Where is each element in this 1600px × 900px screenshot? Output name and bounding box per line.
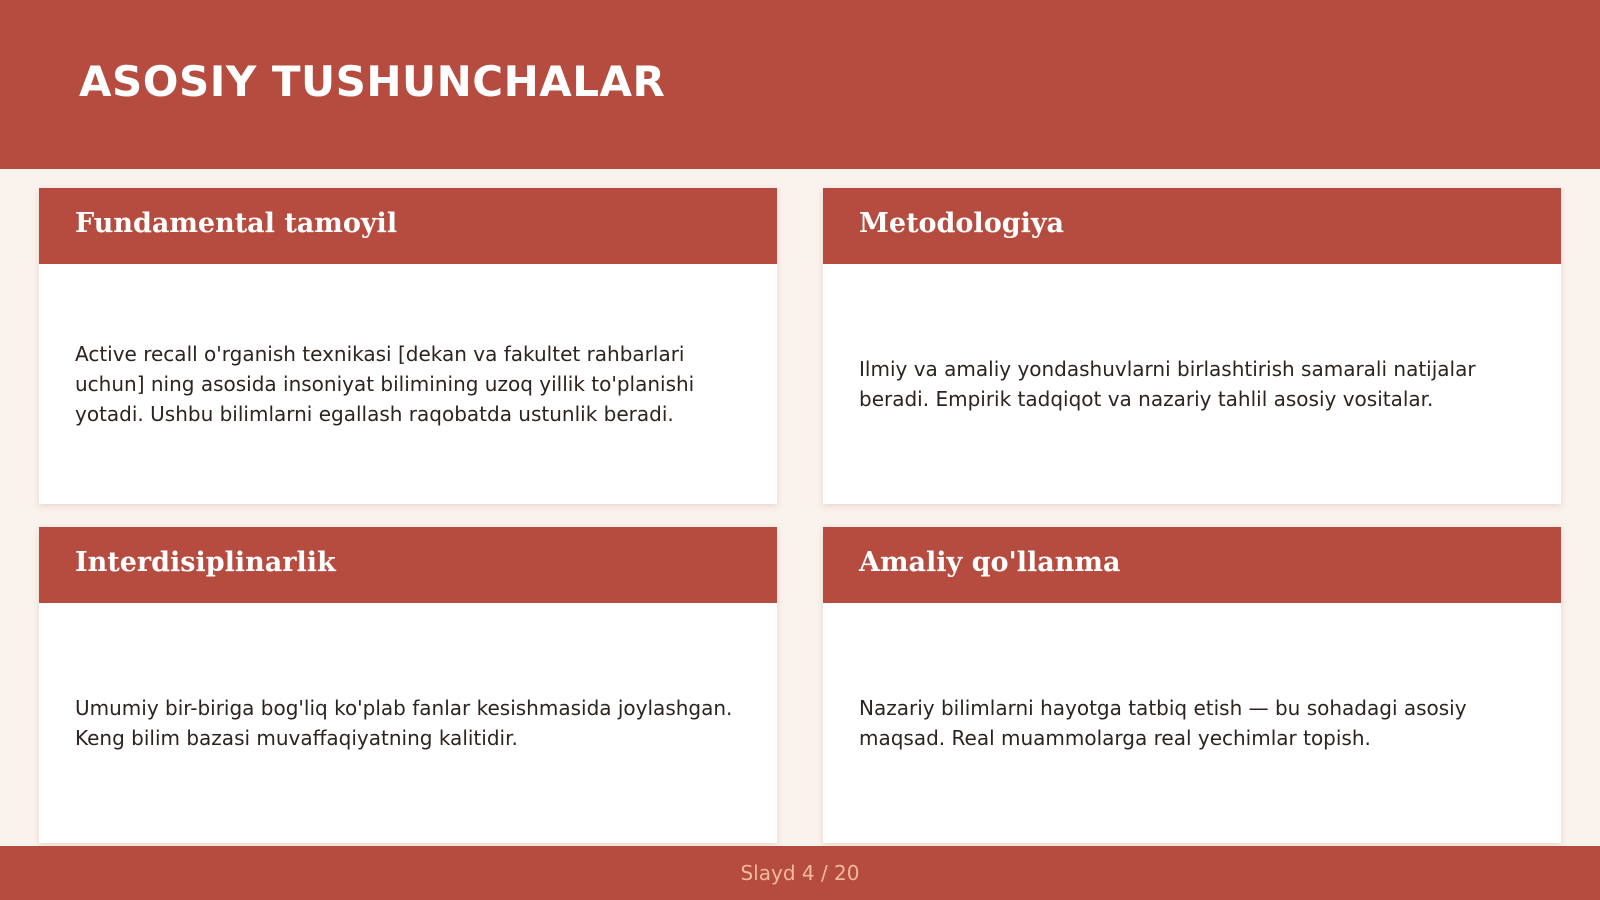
card-body — [39, 603, 777, 843]
card-text: Nazariy bilimlarni hayotga tatbiq etish — bu sohadagi asosiy maqsad. Real muammolarga real yechimlar topish. — [859, 696, 1467, 750]
card-interdisiplinarlik — [39, 527, 777, 843]
card-text: Ilmiy va amaliy yondashuvlarni birlashtirish samarali natijalar beradi. Empirik tadqiqot va nazariy tahlil asosiy vositalar. — [859, 357, 1476, 411]
card-metodologiya — [823, 188, 1561, 504]
card-title: Fundamental tamoyil — [75, 208, 398, 239]
card-body — [823, 264, 1561, 504]
card-fundamental-tamoyil — [39, 188, 777, 504]
card-title: Metodologiya — [859, 208, 1065, 239]
card-amaliy-qollanma — [823, 527, 1561, 843]
card-text: Active recall o'rganish texnikasi [dekan va fakultet rahbarlari uchun] ning asosida insoniyat bilimining uzoq yillik to'planishi yotadi. Ushbu bilimlarni egallash raqobatda ustunlik beradi. — [75, 342, 695, 426]
slide-title: ASOSIY TUSHUNCHALAR — [79, 57, 666, 106]
card-title: Interdisiplinarlik — [75, 547, 336, 578]
card-header — [823, 188, 1561, 264]
card-header — [39, 188, 777, 264]
slide-footer — [0, 846, 1600, 900]
card-header — [823, 527, 1561, 603]
card-body — [39, 264, 777, 504]
slide-header — [0, 0, 1600, 169]
card-body — [823, 603, 1561, 843]
card-title: Amaliy qo'llanma — [859, 547, 1121, 578]
card-text: Umumiy bir-biriga bog'liq ko'plab fanlar kesishmasida joylashgan. Keng bilim bazasi muvaffaqiyatning kalitidir. — [75, 696, 733, 750]
card-header — [39, 527, 777, 603]
slide-counter: Slayd 4 / 20 — [740, 861, 860, 885]
